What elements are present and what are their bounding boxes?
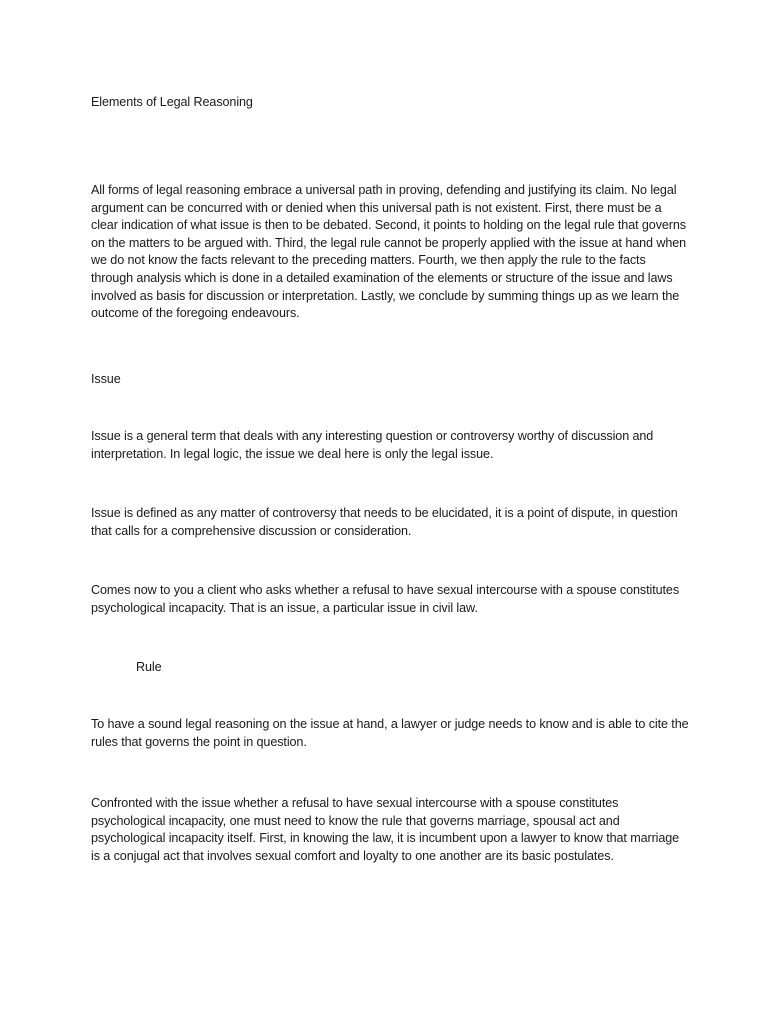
issue-paragraph-2: Issue is defined as any matter of controversy that needs to be elucidated, it is a point of dispute, in question that calls for a comprehensive discussion or consideration. [91, 506, 678, 538]
issue-heading: Issue [91, 372, 121, 386]
document-title: Elements of Legal Reasoning [91, 95, 253, 109]
intro-paragraph: All forms of legal reasoning embrace a universal path in proving, defending and justifying its claim. No legal argument can be concurred with or denied when this universal path is not existent. First, there must be a clear indication of what issue is then to be debated. Second, it points to holding on the legal rule that governs on the matters to be argued with. Third, the legal rule cannot be properly applied with the issue at hand when we do not know the facts relevant to the preceding matters. Fourth, we then apply the rule to the facts through analysis which is done in a detailed examination of the elements or structure of the issue and laws involved as basis for discussion or interpretation. Lastly, we conclude by summing things up as we learn the outcome of the foregoing endeavours. [91, 183, 687, 321]
rule-paragraph-1: To have a sound legal reasoning on the issue at hand, a lawyer or judge needs to know and is able to cite the rules that governs the point in question. [91, 717, 689, 749]
issue-paragraph-1: Issue is a general term that deals with any interesting question or controversy worthy of discussion and interpretation. In legal logic, the issue we deal here is only the legal issue. [91, 429, 654, 461]
rule-heading: Rule [136, 660, 162, 674]
issue-paragraph-3: Comes now to you a client who asks whether a refusal to have sexual intercourse with a spouse constitutes psychological incapacity. That is an issue, a particular issue in civil law. [91, 583, 680, 615]
rule-paragraph-2: Confronted with the issue whether a refusal to have sexual intercourse with a spouse constitutes psychological incapacity, one must need to know the rule that governs marriage, spousal act and psychological incapacity itself. First, in knowing the law, it is incumbent upon a lawyer to know that marriage is a conjugal act that involves sexual comfort and loyalty to one another are its basic postulates. [91, 796, 680, 863]
